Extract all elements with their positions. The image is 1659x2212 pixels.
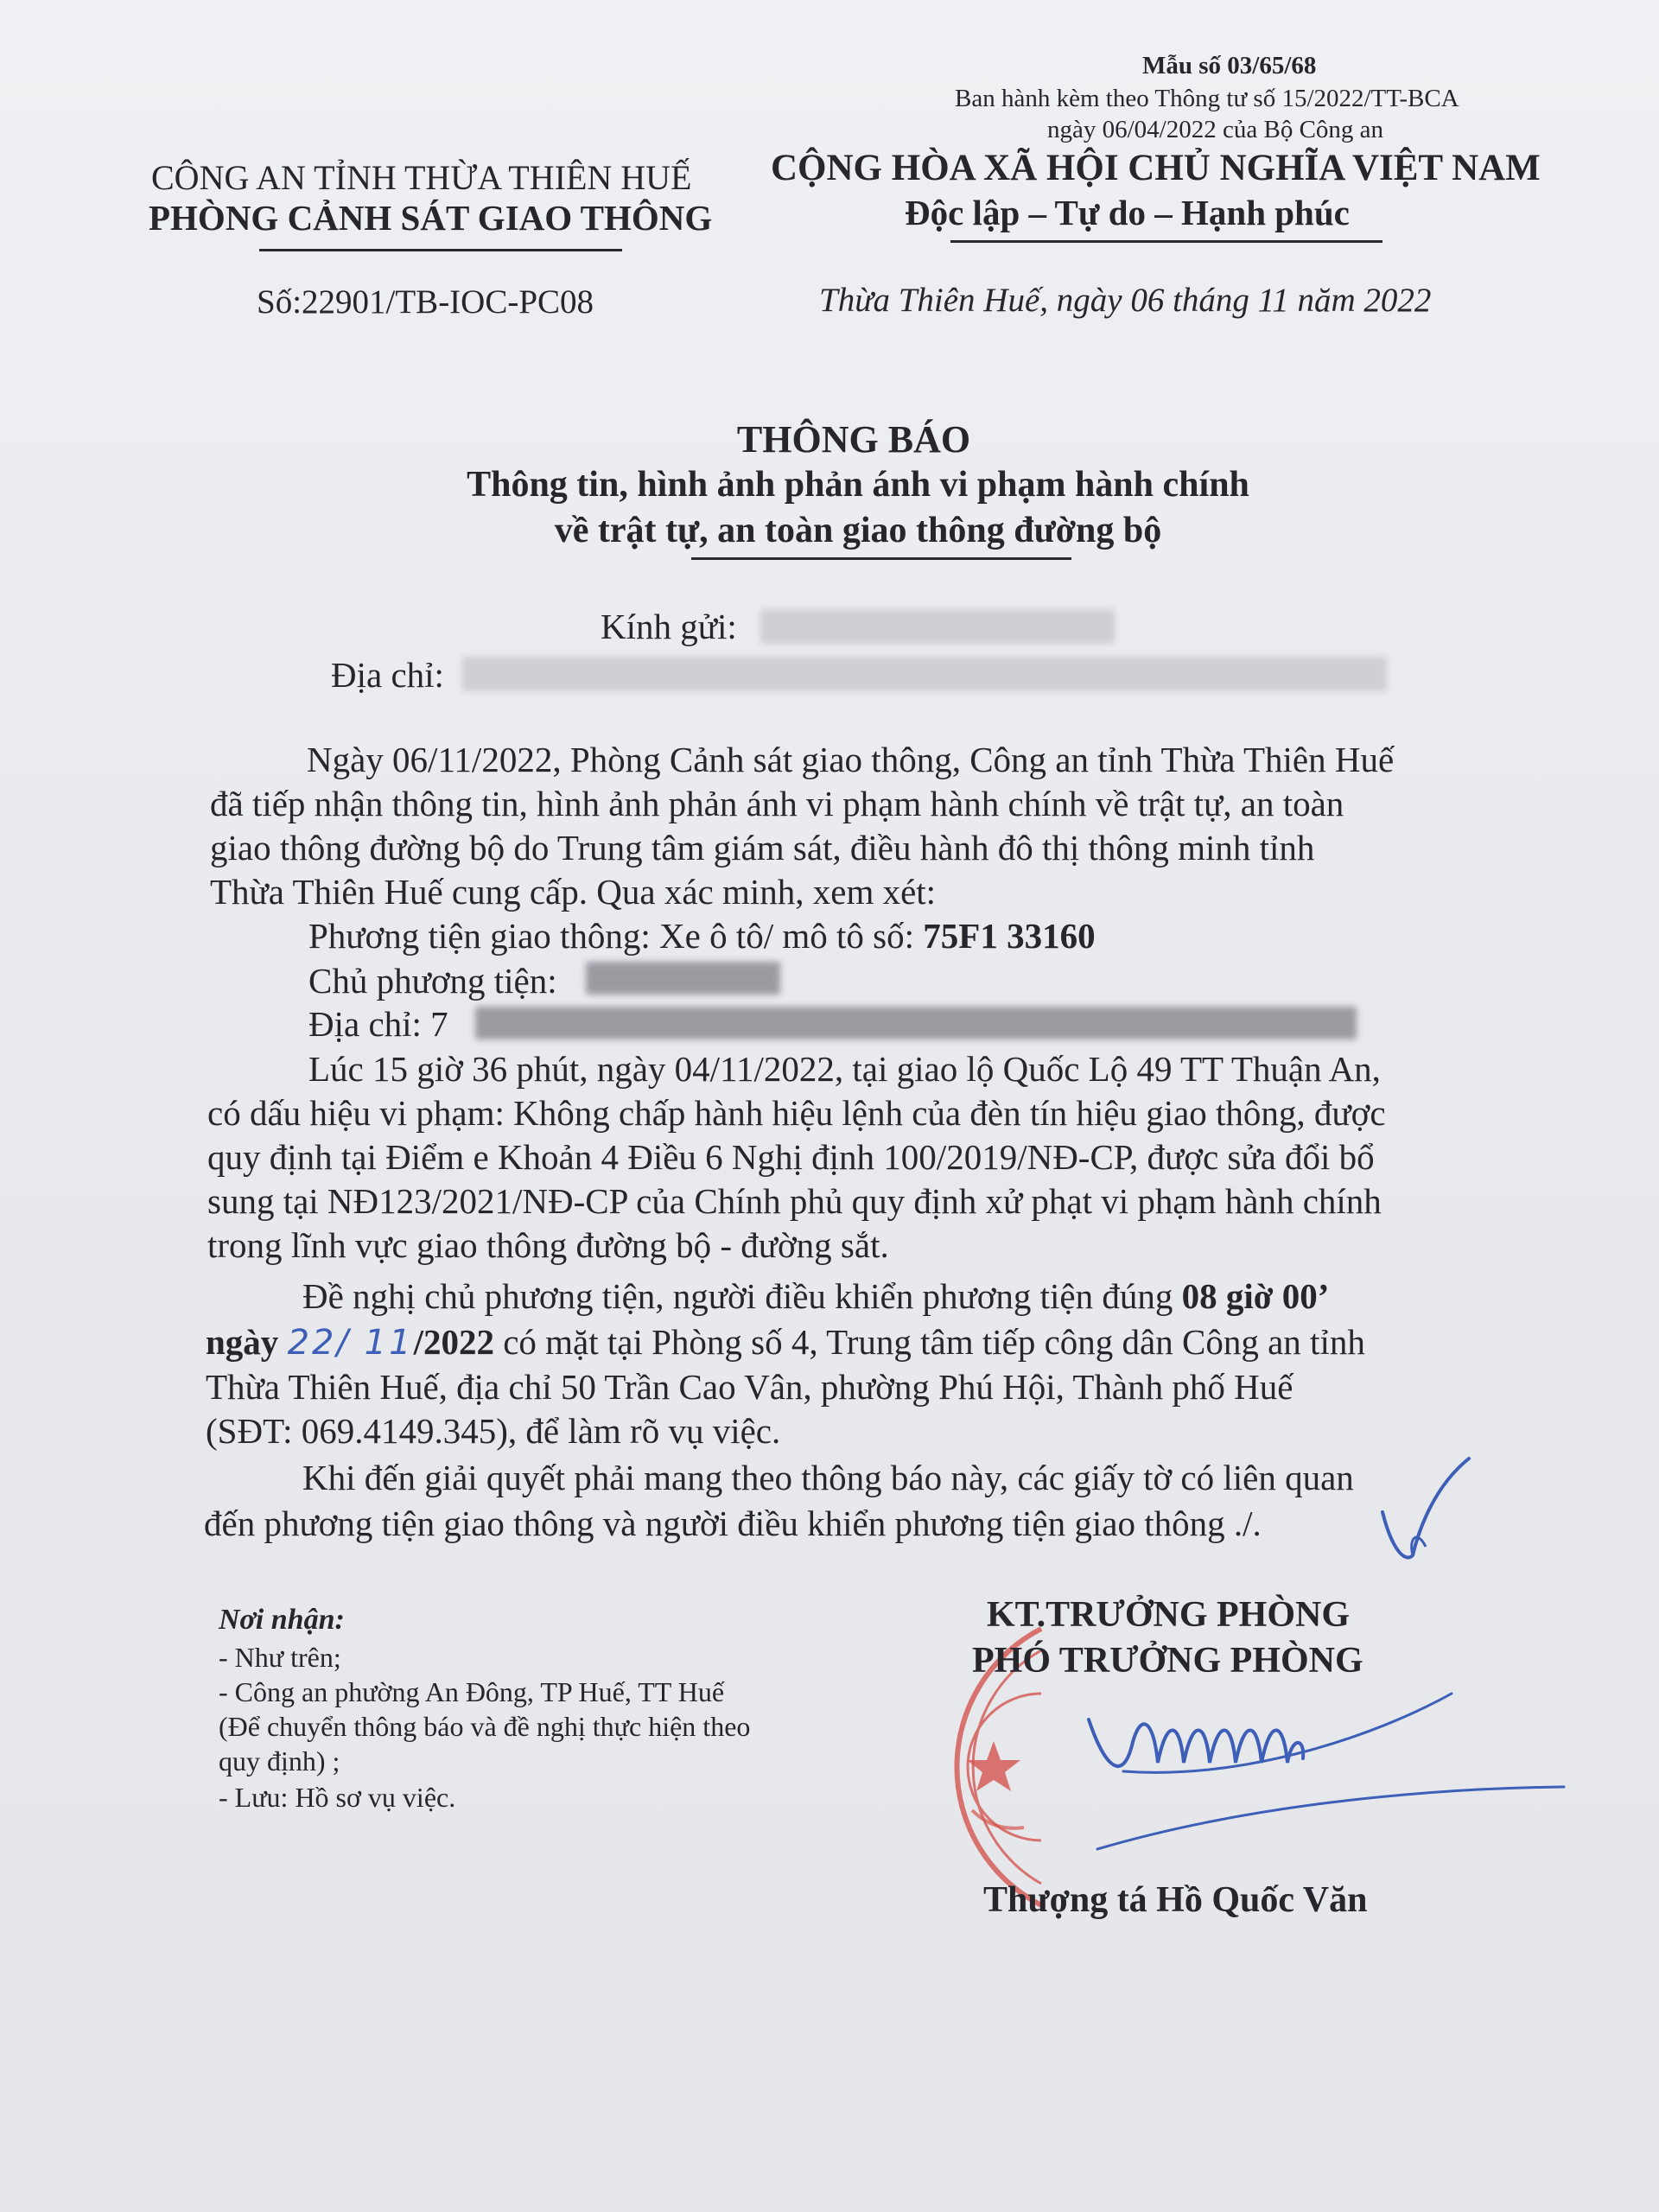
motto-underline xyxy=(950,240,1382,243)
department-underline xyxy=(259,249,622,251)
appointment-text: Đề nghị chủ phương tiện, người điều khiển phương tiện đúng xyxy=(302,1276,1173,1316)
place-and-date: Thừa Thiên Huế, ngày 06 tháng 11 năm 2022 xyxy=(819,282,1432,319)
vehicle-line xyxy=(308,914,1096,958)
appointment-place: có mặt tại Phòng số 4, Trung tâm tiếp công dân Công an tỉnh xyxy=(503,1322,1365,1362)
recipient-label: Kính gửi: xyxy=(601,607,737,646)
body-line: đến phương tiện giao thông và người điều khiển phương tiện giao thông ./. xyxy=(204,1503,1262,1543)
national-motto: Độc lập – Tự do – Hạnh phúc xyxy=(905,193,1350,232)
body-line: Ngày 06/11/2022, Phòng Cảnh sát giao thông, Công an tỉnh Thừa Thiên Huế xyxy=(307,740,1395,779)
nation-title: CỘNG HÒA XÃ HỘI CHỦ NGHĨA VIỆT NAM xyxy=(771,148,1541,188)
vehicle-plate: 75F1 33160 xyxy=(923,916,1096,956)
handwritten-date: 22/ 11 xyxy=(287,1323,414,1363)
owner-address-label: Địa chỉ: 7 xyxy=(308,1004,448,1044)
recipient-address-label: Địa chỉ: xyxy=(331,655,444,695)
handwritten-check-mark xyxy=(1365,1452,1478,1573)
receiver-item: (Để chuyển thông báo và đề nghị thực hiện theo xyxy=(219,1711,751,1742)
handwritten-signature xyxy=(1071,1685,1573,1858)
form-issued-line-2: ngày 06/04/2022 của Bộ Công an xyxy=(1047,116,1384,143)
redacted-recipient-address xyxy=(462,657,1387,691)
body-line: trong lĩnh vực giao thông đường bộ - đường sắt. xyxy=(207,1225,889,1265)
department-name: PHÒNG CẢNH SÁT GIAO THÔNG xyxy=(149,198,713,238)
redacted-owner-address xyxy=(475,1007,1357,1039)
body-line: đã tiếp nhận thông tin, hình ảnh phản ánh vi phạm hành chính về trật tự, an toàn xyxy=(210,784,1344,823)
receiver-item: - Như trên; xyxy=(219,1642,341,1673)
document-subtitle-2: về trật tự, an toàn giao thông đường bộ xyxy=(554,511,1162,550)
appointment-day-label: ngày xyxy=(206,1322,279,1362)
body-line: có dấu hiệu vi phạm: Không chấp hành hiệu lệnh của đèn tín hiệu giao thông, được xyxy=(207,1093,1386,1133)
body-line: Lúc 15 giờ 36 phút, ngày 04/11/2022, tại giao lộ Quốc Lộ 49 TT Thuận An, xyxy=(308,1049,1381,1089)
signer-role-2: PHÓ TRƯỞNG PHÒNG xyxy=(972,1641,1363,1681)
body-line: giao thông đường bộ do Trung tâm giám sát, điều hành đô thị thông minh tỉnh xyxy=(210,828,1315,868)
body-line: Thừa Thiên Huế cung cấp. Qua xác minh, xem xét: xyxy=(210,872,937,912)
body-line: Khi đến giải quyết phải mang theo thông báo này, các giấy tờ có liên quan xyxy=(302,1458,1354,1497)
body-line: (SĐT: 069.4149.345), để làm rõ vụ việc. xyxy=(206,1411,781,1451)
owner-label: Chủ phương tiện: xyxy=(308,961,557,1001)
receivers-title: Nơi nhận: xyxy=(219,1604,345,1636)
body-line: Thừa Thiên Huế, địa chỉ 50 Trần Cao Vân, phường Phú Hội, Thành phố Huế xyxy=(206,1367,1294,1407)
appointment-year: /2022 xyxy=(413,1322,494,1362)
form-issued-line-1: Ban hành kèm theo Thông tư số 15/2022/TT-BCA xyxy=(955,85,1459,112)
appointment-line xyxy=(302,1274,1329,1319)
vehicle-label: Phương tiện giao thông: Xe ô tô/ mô tô số: xyxy=(308,916,915,956)
appointment-date-line xyxy=(206,1320,1365,1365)
receiver-item: - Lưu: Hồ sơ vụ việc. xyxy=(219,1782,456,1813)
form-number: Mẫu số 03/65/68 xyxy=(1142,52,1317,79)
document-subtitle-1: Thông tin, hình ảnh phản ánh vi phạm hành chính xyxy=(467,465,1249,505)
document-number: Số:22901/TB-IOC-PC08 xyxy=(257,283,594,321)
body-line: sung tại NĐ123/2021/NĐ-CP của Chính phủ quy định xử phạt vi phạm hành chính xyxy=(207,1181,1382,1221)
document-title: THÔNG BÁO xyxy=(736,418,971,461)
redacted-recipient-name xyxy=(760,609,1115,644)
body-line: quy định tại Điểm e Khoản 4 Điều 6 Nghị định 100/2019/NĐ-CP, được sửa đổi bổ xyxy=(207,1137,1375,1177)
signer-name: Thượng tá Hồ Quốc Văn xyxy=(983,1880,1368,1920)
signer-role-1: KT.TRƯỞNG PHÒNG xyxy=(987,1595,1350,1635)
agency-name: CÔNG AN TỈNH THỪA THIÊN HUẾ xyxy=(151,158,692,197)
receiver-item: quy định) ; xyxy=(219,1745,340,1777)
redacted-owner-name xyxy=(586,962,780,995)
receiver-item: - Công an phường An Đông, TP Huế, TT Huế xyxy=(219,1676,725,1707)
appointment-time: 08 giờ 00’ xyxy=(1181,1276,1330,1316)
title-underline xyxy=(691,557,1071,560)
